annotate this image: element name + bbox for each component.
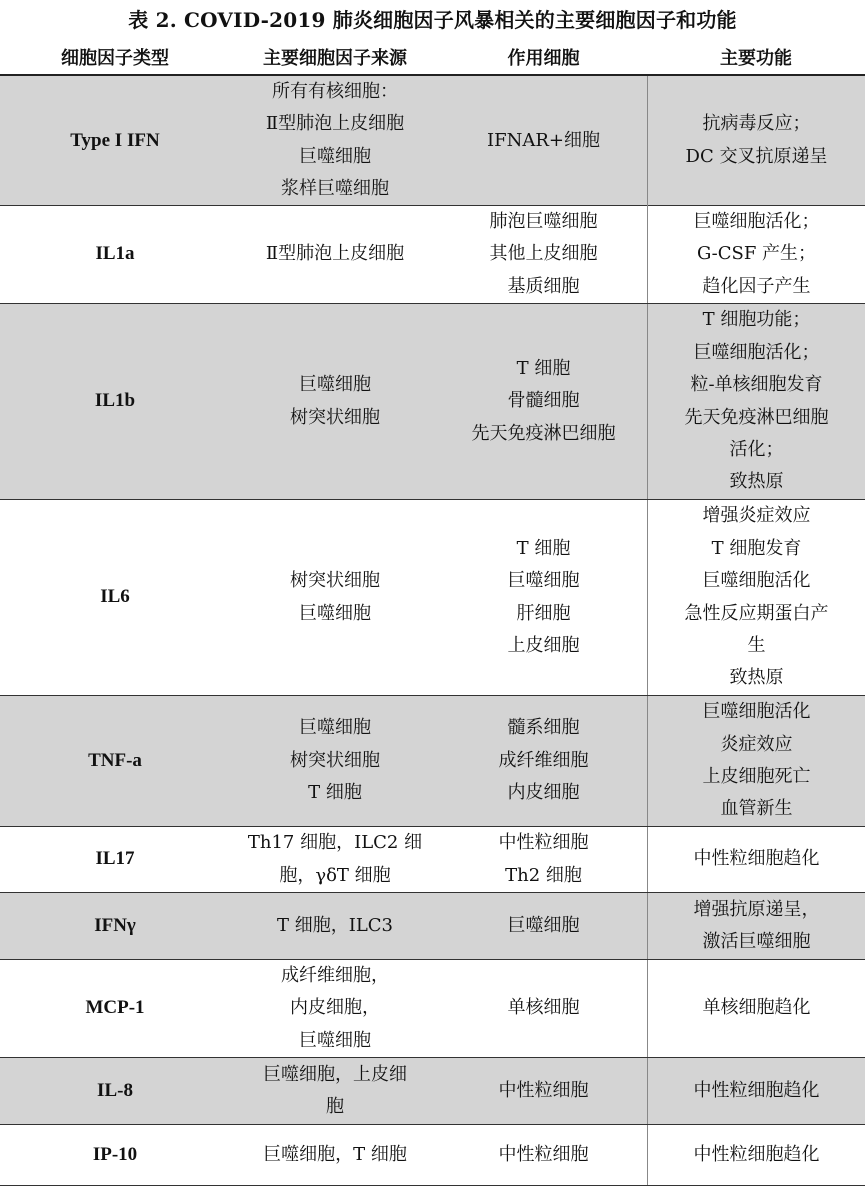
- cell-line: 基质细胞: [507, 275, 580, 297]
- cell-line: 浆样巨噬细胞: [281, 178, 389, 200]
- target-cell: [440, 827, 647, 892]
- cell-line: 炎症效应: [720, 733, 793, 755]
- cell-line: T 细胞功能；: [702, 309, 811, 331]
- cytokine-table: [0, 75, 865, 1186]
- table-row: [0, 500, 865, 696]
- header-main-function: 主要功能: [720, 48, 792, 69]
- cytokine-type-cell: Type I IFN: [70, 129, 160, 151]
- source-cell: [230, 500, 440, 695]
- cell-line: 巨噬细胞: [299, 145, 371, 167]
- header-cytokine-type: 细胞因子类型: [61, 48, 169, 69]
- header-main-source: 主要细胞因子来源: [263, 48, 407, 69]
- cell-line: 巨噬细胞活化；: [693, 211, 820, 232]
- cell-line: DC 交叉抗原递呈: [685, 145, 828, 167]
- cell-line: 肝细胞: [516, 602, 571, 624]
- cell-line: 巨噬细胞: [507, 914, 580, 936]
- cell-line: T 细胞，ILC3: [276, 914, 393, 936]
- target-cell: [440, 893, 647, 959]
- cell-line: 中性粒细胞: [498, 1143, 589, 1165]
- cell-line: 骨髓细胞: [507, 390, 580, 412]
- cell-line: 树突状细胞: [290, 749, 380, 771]
- cell-line: 胞，γδT 细胞: [279, 864, 391, 886]
- cell-line: IFNAR+细胞: [487, 129, 600, 151]
- target-cell: [440, 500, 647, 695]
- table-header: [0, 40, 865, 75]
- cytokine-type-cell: MCP-1: [85, 997, 145, 1019]
- cell-line: 其他上皮细胞: [489, 243, 598, 265]
- cell-line: 血管新生: [720, 798, 793, 820]
- function-cell: [647, 76, 865, 206]
- cell-line: 中性粒细胞趋化: [693, 1079, 820, 1101]
- cytokine-type-cell: IL6: [100, 586, 130, 608]
- cell-line: 成纤维细胞: [498, 749, 589, 771]
- cell-line: G-CSF 产生；: [696, 243, 817, 265]
- table-row: [0, 304, 865, 500]
- cell-line: 抗病毒反应；: [702, 113, 811, 135]
- table-row: [0, 76, 865, 206]
- function-cell: [647, 500, 865, 695]
- cell-line: 树突状细胞: [290, 406, 380, 428]
- cell-line: 激活巨噬细胞: [702, 931, 811, 952]
- function-cell: [647, 206, 865, 303]
- source-cell: [230, 304, 440, 499]
- cell-line: Th2 细胞: [505, 864, 582, 886]
- source-cell: [230, 76, 440, 206]
- table-row: [0, 1058, 865, 1125]
- cell-line: 生: [747, 634, 766, 656]
- table-row: [0, 1125, 865, 1186]
- cell-line: 中性粒细胞趋化: [693, 1143, 820, 1165]
- function-cell: [647, 696, 865, 826]
- cell-line: 单核细胞: [507, 997, 580, 1019]
- function-cell: [647, 827, 865, 892]
- table-title: 表 2. COVID-2019 肺炎细胞因子风暴相关的主要细胞因子和功能: [128, 8, 737, 32]
- cytokine-type-cell: IL1a: [95, 243, 135, 265]
- source-cell: [230, 893, 440, 959]
- table-row: [0, 206, 865, 304]
- cell-line: 趋化因子产生: [702, 275, 811, 297]
- cell-line: 成纤维细胞，: [281, 965, 389, 986]
- table-row: [0, 827, 865, 893]
- source-cell: [230, 1058, 440, 1124]
- cell-line: 巨噬细胞: [299, 374, 371, 396]
- cytokine-type-cell: TNF-a: [88, 749, 142, 771]
- cell-line: 巨噬细胞活化: [702, 701, 811, 723]
- cell-line: 巨噬细胞: [299, 717, 371, 739]
- cell-line: 致热原: [729, 667, 784, 689]
- header-target-cells: 作用细胞: [507, 48, 580, 69]
- cell-line: 上皮细胞死亡: [702, 766, 811, 787]
- cell-line: 上皮细胞: [507, 634, 580, 656]
- cell-line: Ⅱ型肺泡上皮细胞: [265, 113, 405, 135]
- cell-line: 先天免疫淋巴细胞: [684, 406, 829, 428]
- target-cell: [440, 1058, 647, 1124]
- cell-line: 内皮细胞: [507, 782, 580, 804]
- cell-line: Ⅱ型肺泡上皮细胞: [265, 243, 405, 265]
- function-cell: [647, 1058, 865, 1124]
- target-cell: [440, 696, 647, 826]
- function-cell: [647, 304, 865, 499]
- cell-line: 中性粒细胞: [498, 832, 589, 854]
- cell-line: 巨噬细胞活化: [702, 570, 811, 592]
- cell-line: 活化；: [729, 438, 784, 460]
- cell-line: 中性粒细胞: [498, 1079, 589, 1101]
- cell-line: 巨噬细胞，T 细胞: [263, 1143, 407, 1165]
- cell-line: 增强炎症效应: [702, 505, 811, 527]
- target-cell: [440, 206, 647, 303]
- function-cell: [647, 893, 865, 959]
- cell-line: Th17 细胞，ILC2 细: [247, 832, 423, 854]
- cell-line: T 细胞发育: [711, 537, 802, 559]
- cell-line: 所有有核细胞：: [272, 81, 398, 102]
- table-row: [0, 696, 865, 827]
- target-cell: [440, 304, 647, 499]
- function-cell: [647, 1125, 865, 1185]
- function-cell: [647, 960, 865, 1057]
- cell-line: 巨噬细胞，上皮细: [263, 1063, 407, 1085]
- cell-line: 巨噬细胞: [299, 1029, 371, 1051]
- cytokine-type-cell: IP-10: [92, 1143, 138, 1165]
- table-row: [0, 893, 865, 960]
- cytokine-type-cell: IL1b: [94, 390, 136, 412]
- cell-line: 树突状细胞: [290, 570, 380, 592]
- cell-line: 单核细胞趋化: [702, 997, 811, 1019]
- target-cell: [440, 1125, 647, 1185]
- cell-line: 胞: [326, 1096, 344, 1117]
- source-cell: [230, 206, 440, 303]
- cell-line: 急性反应期蛋白产: [684, 602, 829, 624]
- cell-line: 巨噬细胞: [507, 570, 580, 592]
- cell-line: T 细胞: [308, 782, 362, 804]
- cell-line: 髓系细胞: [507, 717, 580, 739]
- cell-line: 内皮细胞，: [290, 997, 380, 1019]
- table-row: [0, 960, 865, 1058]
- cell-line: 致热原: [729, 471, 784, 493]
- source-cell: [230, 696, 440, 826]
- cell-line: 先天免疫淋巴细胞: [471, 422, 616, 444]
- source-cell: [230, 1125, 440, 1185]
- cytokine-type-cell: IFNγ: [94, 914, 136, 936]
- cytokine-type-cell: IL17: [95, 848, 135, 870]
- target-cell: [440, 960, 647, 1057]
- cell-line: 粒-单核细胞发育: [690, 374, 823, 396]
- source-cell: [230, 827, 440, 892]
- cell-line: T 细胞: [516, 537, 571, 559]
- cell-line: 中性粒细胞趋化: [693, 848, 820, 870]
- source-cell: [230, 960, 440, 1057]
- cytokine-type-cell: IL-8: [97, 1079, 133, 1101]
- target-cell: [440, 76, 647, 206]
- cell-line: T 细胞: [516, 357, 571, 379]
- cell-line: 肺泡巨噬细胞: [489, 211, 598, 232]
- cell-line: 增强抗原递呈，: [693, 898, 820, 920]
- cell-line: 巨噬细胞: [299, 602, 371, 624]
- cell-line: 巨噬细胞活化；: [693, 341, 820, 363]
